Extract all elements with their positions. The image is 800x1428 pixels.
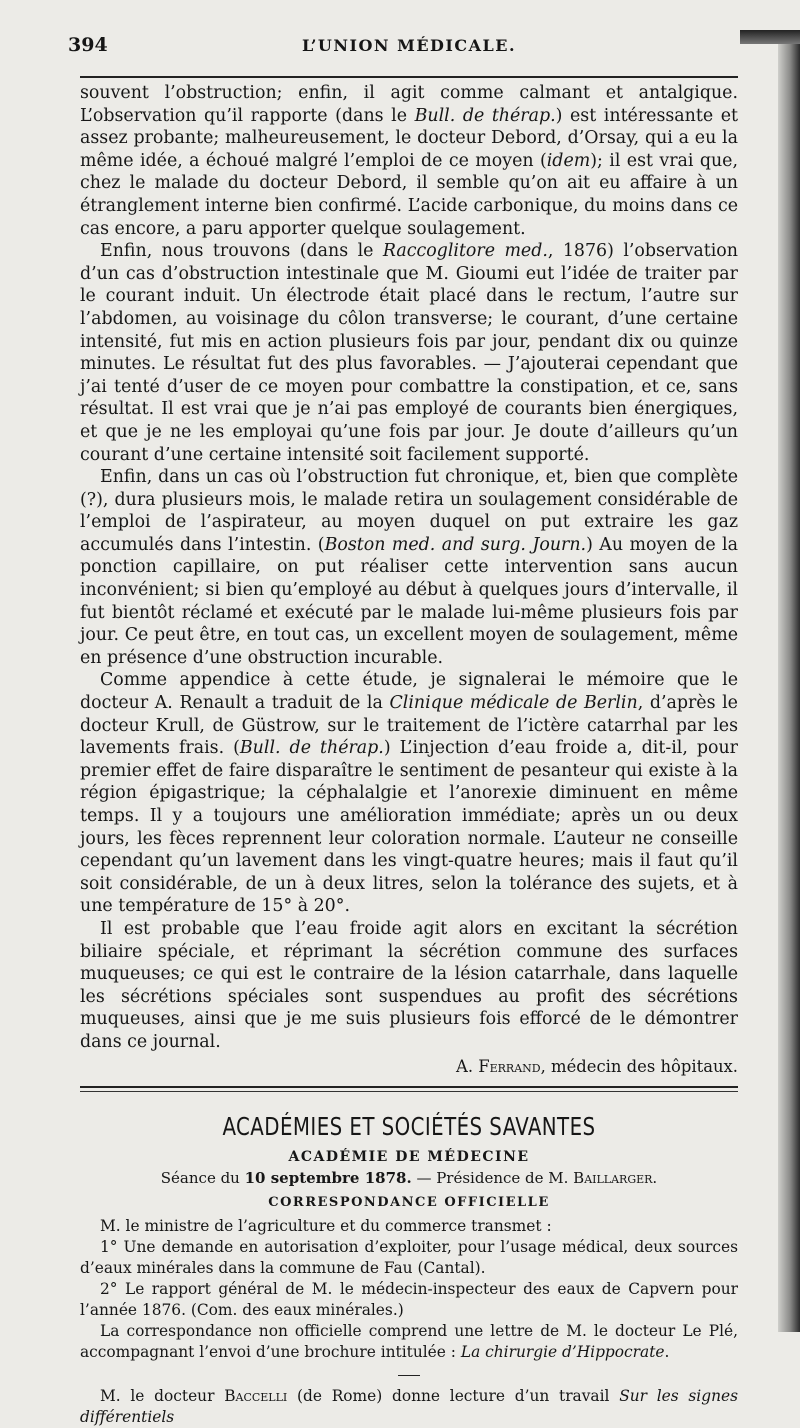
paragraph-2: Enfin, nous trouvons (dans le Raccoglitore med., 1876) l’observation d’un cas d’obstruction intestinale que M. Gioumi eut l’idée de traiter par le courant induit. Un électrode était placé dans le rectum, l’autre sur l’abdomen, au voisinage du côlon transverse; le courant, d’une certaine intensité, fut mis en action plusieurs fois par jour, pendant dix ou quinze minutes. Le résultat fut des plus favorables. — J’ajouterai cependant que j’ai tenté d’user de ce moyen pour combattre la constipation, et ce, sans résultat. Il est vrai que je n’ai pas employé de courants bien énergiques, et que je ne les employai qu’une fois par jour. Je doute d’ailleurs qu’un courant d’une certaine intensité soit facilement supporté. — [80, 241, 738, 465]
running-title: L’UNION MÉDICALE. — [301, 36, 517, 55]
section-title: ACADÉMIES ET SOCIÉTÉS SAVANTES — [222, 1111, 596, 1141]
reading-announcement: M. le docteur Baccelli (de Rome) donne lecture d’un travail Sur les signes différentiels — [80, 1386, 738, 1426]
minister-line: M. le ministre de l’agriculture et du commerce transmet : — [100, 1216, 552, 1235]
paragraph-4: Comme appendice à cette étude, je signalerai le mémoire que le docteur A. Renault a traduit de la Clinique médicale de Berlin, d’après le docteur Krull, de Güstrow, sur le traitement de l’ictère catarrhal par les lavements frais. (Bull. de thérap.) L’injection d’eau froide a, dit-il, pour premier effet de faire disparaître le sentiment de pesanteur qui existe à la région épigastrique; la céphalalgie et l’anorexie diminuent en même temps. Il y a toujours une amélioration immédiate; après un ou deux jours, les fèces reprennent leur coloration normale. L’auteur ne conseille cependant qu’un lavement dans les vingt-quatre heures; mais il faut qu’il soit considérable, de un à deux litres, selon la tolérance des sujets, et à une température de 15° à 20°. — [80, 670, 738, 917]
document-page — [0, 30, 800, 1426]
author-signature: A. Ferrand, médecin des hôpitaux. — [455, 1056, 738, 1076]
academy-heading: ACADÉMIE DE MÉDECINE — [288, 1148, 530, 1165]
page-corner-shadow — [740, 30, 800, 44]
section-divider — [80, 1086, 738, 1092]
unofficial-correspondence: La correspondance non officielle comprend une lettre de M. le docteur Le Plé, accompagnant l’envoi d’une brochure intitulée : La chirurgie d’Hippocrate. — [80, 1321, 738, 1361]
correspondence-heading: CORRESPONDANCE OFFICIELLE — [268, 1194, 550, 1210]
correspondence-item-2: 2° Le rapport général de M. le médecin-inspecteur des eaux de Capvern pour l’année 1876. (Com. des eaux minérales.) — [80, 1279, 738, 1319]
seance-line: Séance du 10 septembre 1878. — Présidence de M. Baillarger. — [160, 1168, 658, 1187]
paragraph-5: Il est probable que l’eau froide agit alors en excitant la sécrétion biliaire spéciale, et réprimant la sécrétion commune des surfaces muqueuses; ce qui est le contraire de la lésion catarrhale, dans laquelle les sécrétions spéciales sont suspendues au profit des sécrétions muqueuses, ainsi que je me suis plusieurs fois efforcé de le démontrer dans ce journal. — [80, 918, 738, 1052]
paragraph-1: souvent l’obstruction; enfin, il agit comme calmant et antalgique. L’observation qu’il rapporte (dans le Bull. de thérap.) est intéressante et assez probante; malheureusement, le docteur Debord, d’Orsay, qui a eu la même idée, a échoué malgré l’emploi de ce moyen (idem); il est vrai que, chez le malade du docteur Debord, il semble qu’on ait eu affaire à un étranglement interne bien confirmé. L’acide carbonique, du moins dans ce cas encore, a paru apporter quelque soulagement. — [80, 83, 739, 239]
correspondence-item-1: 1° Une demande en autorisation d’exploiter, pour l’usage médical, deux sources d’eaux minérales dans la commune de Fau (Cantal). — [80, 1237, 738, 1277]
paragraph-3: Enfin, dans un cas où l’obstruction fut chronique, et, bien que complète (?), dura plusieurs mois, le malade retira un soulagement considérable de l’emploi de l’aspirateur, au moyen duquel on put extraire les gaz accumulés dans l’intestin. (Boston med. and surg. Journ.) Au moyen de la ponction capillaire, on put réaliser cette intervention sans aucun inconvénient; si bien qu’employé au début à quelques jours d’intervalle, il fut bientôt réclamé et exécuté par le malade lui-même plusieurs fois par jour. Ce peut être, en tout cas, un excellent moyen de soulagement, même en présence d’une obstruction incurable. — [80, 467, 738, 668]
header-rule — [80, 76, 738, 78]
short-divider — [398, 1375, 420, 1376]
page-edge-shadow — [778, 30, 800, 1332]
running-header — [68, 30, 738, 70]
page-number: 394 — [68, 34, 108, 56]
